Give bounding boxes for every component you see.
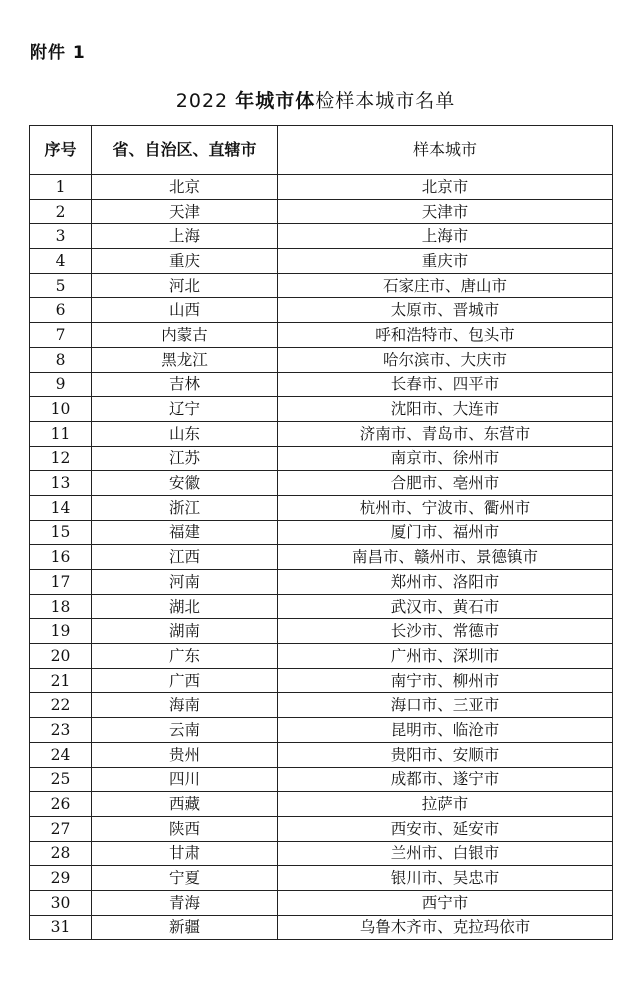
table-row [30,273,613,298]
row-cities: 银川市、吴忠市 [278,866,613,891]
row-cities: 海口市、三亚市 [278,693,613,718]
row-province: 广东 [92,644,278,669]
table-row [30,718,613,743]
table-row [30,594,613,619]
table-row [30,446,613,471]
row-cities: 厦门市、福州市 [278,520,613,545]
table-row [30,693,613,718]
row-index: 17 [30,570,92,595]
row-cities: 长沙市、常德市 [278,619,613,644]
row-index: 3 [30,224,92,249]
table-row [30,792,613,817]
row-province: 河北 [92,273,278,298]
row-province: 贵州 [92,742,278,767]
row-province: 宁夏 [92,866,278,891]
row-index: 1 [30,175,92,200]
header-province: 省、自治区、直辖市 [92,126,278,175]
row-province: 福建 [92,520,278,545]
table-row [30,816,613,841]
row-index: 10 [30,397,92,422]
row-index: 8 [30,347,92,372]
row-index: 24 [30,742,92,767]
row-cities: 南昌市、赣州市、景德镇市 [278,545,613,570]
row-province: 四川 [92,767,278,792]
table-row [30,175,613,200]
row-cities: 哈尔滨市、大庆市 [278,347,613,372]
row-cities: 长春市、四平市 [278,372,613,397]
header-index: 序号 [30,126,92,175]
row-cities: 北京市 [278,175,613,200]
row-cities: 上海市 [278,224,613,249]
row-index: 18 [30,594,92,619]
title-bold-part: 年城市体 [235,90,316,112]
row-index: 28 [30,841,92,866]
row-index: 13 [30,471,92,496]
row-cities: 太原市、晋城市 [278,298,613,323]
table-row [30,421,613,446]
row-cities: 武汉市、黄石市 [278,594,613,619]
table-row [30,890,613,915]
row-index: 27 [30,816,92,841]
table-row [30,644,613,669]
row-index: 4 [30,249,92,274]
row-cities: 天津市 [278,199,613,224]
row-province: 云南 [92,718,278,743]
table-body [30,175,613,940]
row-cities: 西安市、延安市 [278,816,613,841]
row-index: 30 [30,890,92,915]
row-index: 2 [30,199,92,224]
row-index: 21 [30,668,92,693]
row-index: 16 [30,545,92,570]
row-province: 海南 [92,693,278,718]
row-province: 天津 [92,199,278,224]
row-province: 山西 [92,298,278,323]
row-index: 22 [30,693,92,718]
row-cities: 兰州市、白银市 [278,841,613,866]
table-row [30,742,613,767]
row-province: 安徽 [92,471,278,496]
row-province: 江西 [92,545,278,570]
row-index: 9 [30,372,92,397]
table-row [30,619,613,644]
table-row [30,495,613,520]
row-index: 19 [30,619,92,644]
row-index: 25 [30,767,92,792]
row-cities: 乌鲁木齐市、克拉玛依市 [278,915,613,940]
table-row [30,520,613,545]
row-province: 黑龙江 [92,347,278,372]
row-province: 青海 [92,890,278,915]
row-index: 29 [30,866,92,891]
row-cities: 石家庄市、唐山市 [278,273,613,298]
row-province: 新疆 [92,915,278,940]
table-row [30,298,613,323]
table-row [30,249,613,274]
row-cities: 呼和浩特市、包头市 [278,323,613,348]
row-province: 内蒙古 [92,323,278,348]
table-row [30,323,613,348]
table-row [30,347,613,372]
table-row [30,199,613,224]
row-province: 江苏 [92,446,278,471]
table-row [30,471,613,496]
row-province: 陕西 [92,816,278,841]
row-province: 辽宁 [92,397,278,422]
table-row [30,866,613,891]
row-cities: 成都市、遂宁市 [278,767,613,792]
row-cities: 杭州市、宁波市、衢州市 [278,495,613,520]
row-index: 14 [30,495,92,520]
row-province: 浙江 [92,495,278,520]
table-row [30,668,613,693]
row-index: 26 [30,792,92,817]
row-cities: 重庆市 [278,249,613,274]
sample-city-table [29,125,613,940]
row-province: 湖北 [92,594,278,619]
table-row [30,545,613,570]
title-rest: 检样本城市名单 [315,90,456,112]
row-cities: 南京市、徐州市 [278,446,613,471]
row-cities: 西宁市 [278,890,613,915]
row-province: 西藏 [92,792,278,817]
row-cities: 济南市、青岛市、东营市 [278,421,613,446]
document-title [0,86,631,113]
row-index: 7 [30,323,92,348]
row-index: 12 [30,446,92,471]
row-province: 吉林 [92,372,278,397]
table-header-row [30,126,613,175]
row-province: 湖南 [92,619,278,644]
table-row [30,570,613,595]
table-row [30,915,613,940]
row-province: 北京 [92,175,278,200]
header-sample-city: 样本城市 [278,126,613,175]
row-province: 上海 [92,224,278,249]
row-cities: 贵阳市、安顺市 [278,742,613,767]
table-row [30,841,613,866]
attachment-label: 附件 1 [30,43,86,63]
row-cities: 郑州市、洛阳市 [278,570,613,595]
row-index: 23 [30,718,92,743]
row-index: 15 [30,520,92,545]
row-cities: 合肥市、亳州市 [278,471,613,496]
row-province: 山东 [92,421,278,446]
row-index: 5 [30,273,92,298]
row-cities: 南宁市、柳州市 [278,668,613,693]
row-province: 重庆 [92,249,278,274]
row-cities: 广州市、深圳市 [278,644,613,669]
row-province: 河南 [92,570,278,595]
title-year: 2022 [175,90,236,112]
table-row [30,224,613,249]
row-index: 31 [30,915,92,940]
table-row [30,767,613,792]
row-index: 20 [30,644,92,669]
row-province: 广西 [92,668,278,693]
row-province: 甘肃 [92,841,278,866]
table-row [30,372,613,397]
row-index: 11 [30,421,92,446]
row-cities: 昆明市、临沧市 [278,718,613,743]
row-index: 6 [30,298,92,323]
table-row [30,397,613,422]
row-cities: 沈阳市、大连市 [278,397,613,422]
row-cities: 拉萨市 [278,792,613,817]
